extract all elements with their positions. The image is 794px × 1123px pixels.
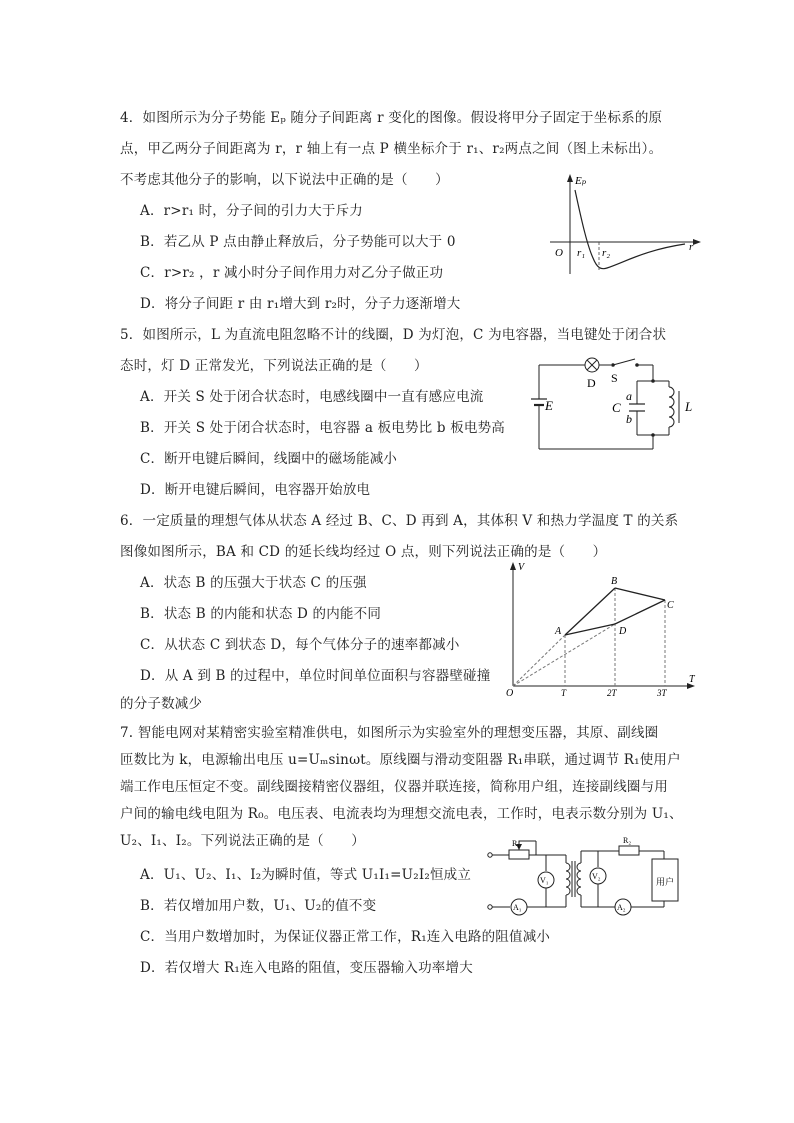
q6-segment-cd <box>615 600 665 624</box>
q7-secondary-coil <box>577 863 581 895</box>
q7-stem-line-1: 7. 智能电网对某精密实验室精准供电，如图所示为实验室外的理想变压器，其原、副线圈 <box>120 725 659 741</box>
q5-stem-line-2: 态时，灯 D 正常发光，下列说法正确的是（ ） <box>120 358 428 374</box>
q4-option-b: B．若乙从 P 点由静止释放后，分子势能可以大于 0 <box>140 234 456 250</box>
q7-option-a: A．U₁、U₂、I₁、I₂为瞬时值，等式 U₁I₁=U₂I₂恒成立 <box>140 867 472 883</box>
q4-stem-line-3: 不考虑其他分子的影响，以下说法中正确的是（ ） <box>120 172 449 188</box>
q6-label-c: C <box>667 600 674 611</box>
q7-r0-resistor <box>619 846 639 855</box>
q5-inductor-coil <box>669 387 674 427</box>
q7-label-a2: A₂ <box>617 903 626 912</box>
q7-label-a1: A₁ <box>513 903 522 912</box>
q5-option-a: A．开关 S 处于闭合状态时，电感线圈中一直有感应电流 <box>140 389 484 405</box>
q4-stem-line-1: 4．如图所示为分子势能 Eₚ 随分子间距离 r 变化的图像。假设将甲分子固定于坐标系的原 <box>120 110 663 126</box>
q4-origin-label: O <box>555 247 563 259</box>
q6-option-b: B．状态 B 的内能和状态 D 的内能不同 <box>140 606 382 622</box>
q6-x-label: T <box>689 674 695 685</box>
q6-segment-ab <box>565 588 615 635</box>
q6-v-t-graph <box>503 558 703 698</box>
q6-label-a: A <box>555 626 562 637</box>
q6-label-b: B <box>611 576 618 587</box>
q7-r1-resistor <box>509 850 529 859</box>
q6-stem-line-2: 图像如图所示，BA 和 CD 的延长线均经过 O 点，则下列说法正确的是（ ） <box>120 544 607 560</box>
q7-input-terminal-bottom <box>488 905 492 909</box>
q6-origin-label: O <box>506 688 514 698</box>
q4-x-label: r <box>689 241 694 253</box>
q5-label-b: b <box>626 412 632 426</box>
q7-option-b: B．若仅增加用户数，U₁、U₂的值不变 <box>140 898 377 914</box>
q5-label-a: a <box>626 389 632 403</box>
q5-option-b: B．开关 S 处于闭合状态时，电容器 a 板电势比 b 板电势高 <box>140 420 506 436</box>
q4-y-axis-arrow <box>567 174 573 182</box>
q7-input-terminal-top <box>488 853 492 857</box>
q4-option-d: D．将分子间距 r 由 r₁增大到 r₂时，分子力逐渐增大 <box>140 296 461 312</box>
q5-label-d: D <box>587 376 596 390</box>
q7-label-v1: V₁ <box>540 876 549 885</box>
q5-label-s: S <box>611 371 618 385</box>
q4-curve <box>575 190 685 269</box>
q6-segment-bc <box>615 588 665 600</box>
q7-label-user: 用户 <box>656 877 675 887</box>
q5-option-c: C．断开电键后瞬间，线圈中的磁场能减小 <box>140 451 398 467</box>
q4-r1-label: r₁ <box>577 247 586 259</box>
q6-extension-ba <box>513 635 565 686</box>
q7-stem-line-4: 户间的输电线电阻为 R₀。电压表、电流表均为理想交流电表，工作时，电表示数分别为 U₁、 <box>120 806 683 822</box>
q5-label-l: L <box>685 399 693 414</box>
q4-option-a: A．r>r₁ 时，分子间的引力大于斥力 <box>140 203 363 219</box>
q5-switch-blade <box>613 359 635 365</box>
q7-option-d: D．若仅增大 R₁连入电路的阻值，变压器输入功率增大 <box>140 960 473 976</box>
q6-segment-da <box>565 624 615 635</box>
q4-potential-energy-graph <box>545 170 705 280</box>
q7-stem-line-3: 端工作电压恒定不变。副线圈接精密仪器组，仪器并联连接，简称用户组，连接副线圈与用 <box>120 779 668 795</box>
q4-r2-label: r₂ <box>602 247 611 259</box>
q4-option-c: C．r>r₂ ，r 减小时分子间作用力对乙分子做正功 <box>140 265 444 281</box>
q6-option-a: A．状态 B 的压强大于状态 C 的压强 <box>140 575 367 591</box>
q7-label-r0: R₂ <box>623 836 632 845</box>
q6-tick-3t: 3T <box>657 688 667 698</box>
q6-label-d: D <box>619 626 627 637</box>
q6-option-d-continuation: 的分子数减少 <box>120 696 203 712</box>
q4-x-axis-arrow <box>693 239 701 245</box>
q6-y-axis-arrow <box>510 562 516 570</box>
q7-option-c: C．当用户数增加时，为保证仪器正常工作，R₁连入电路的阻值减小 <box>140 929 551 945</box>
q6-option-d: D．从 A 到 B 的过程中，单位时间单位面积与容器壁碰撞 <box>140 668 491 684</box>
q6-y-label: V <box>518 562 525 573</box>
q7-primary-coil <box>566 863 570 895</box>
q6-stem-line-1: 6．一定质量的理想气体从状态 A 经过 B、C、D 再到 A，其体积 V 和热力学温度 T 的关系 <box>120 513 679 529</box>
q5-label-e: E <box>545 398 553 413</box>
q7-label-r1: R₁ <box>512 839 521 848</box>
q6-option-c: C．从状态 C 到状态 D，每个气体分子的速率都减小 <box>140 637 460 653</box>
q7-r1-slider <box>519 841 536 850</box>
q7-stem-line-5: U₂、I₁、I₂。下列说法正确的是（ ） <box>120 833 365 849</box>
q4-y-label: Eₚ <box>575 175 587 187</box>
q5-option-d: D．断开电键后瞬间，电容器开始放电 <box>140 482 371 498</box>
q5-label-c: C <box>612 400 621 415</box>
q5-lc-circuit <box>523 355 703 455</box>
q6-extension-cd <box>513 624 615 686</box>
q7-stem-line-2: 匝数比为 k，电源输出电压 u=Uₘsinωt。原线圈与滑动变阻器 R₁串联，通过调节 R₁使用户 <box>120 752 681 768</box>
q5-stem-line-1: 5．如图所示，L 为直流电阻忽略不计的线圈，D 为灯泡，C 为电容器，当电键处于闭合状 <box>120 327 667 343</box>
q6-tick-t: T <box>561 688 567 698</box>
q7-transformer-circuit <box>484 833 694 918</box>
q7-label-v2: V₂ <box>592 872 601 881</box>
q4-stem-line-2: 点，甲乙两分子间距离为 r，r 轴上有一点 P 横坐标介于 r₁、r₂两点之间（图上未标出）。 <box>120 141 663 157</box>
q6-tick-2t: 2T <box>607 688 617 698</box>
